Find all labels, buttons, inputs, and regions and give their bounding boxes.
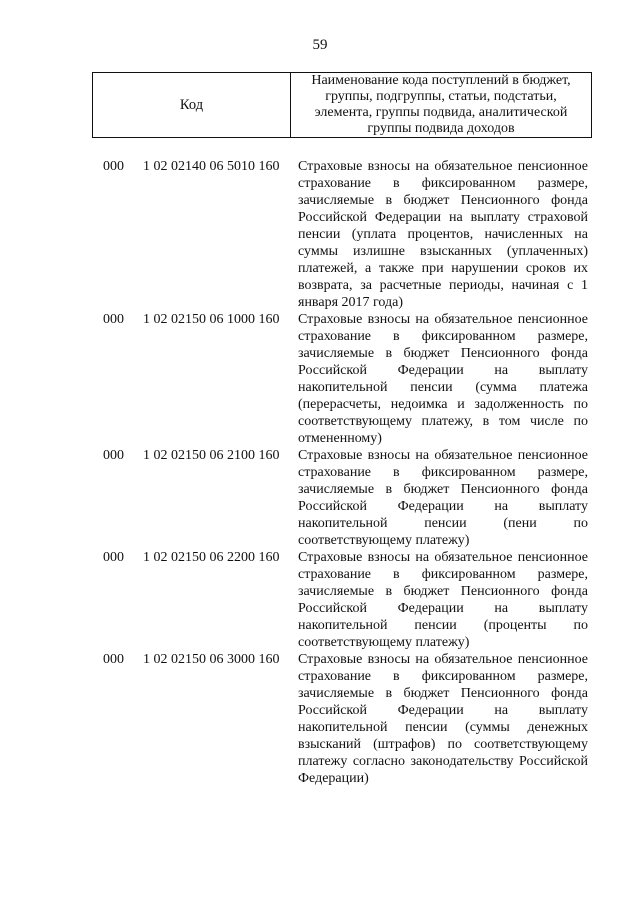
revenue-code: 1 02 02150 06 3000 160 — [143, 652, 280, 667]
page-number: 59 — [312, 37, 328, 53]
table-row — [0, 447, 640, 549]
admin-code: 000 — [103, 550, 124, 565]
admin-code: 000 — [103, 312, 124, 327]
revenue-code: 1 02 02150 06 2200 160 — [143, 550, 280, 565]
revenue-description: Страховые взносы на обязательное пенсионное страхование в фиксированном размере, зачисляемые в бюджет Пенсионного фонда Российской Федерации на выплату накопительной пенсии (суммы денежных взысканий (штрафов) по соответствующему платежу согласно законодательству Российской Федерации) — [298, 652, 588, 786]
revenue-code: 1 02 02140 06 5010 160 — [143, 159, 280, 174]
admin-code: 000 — [103, 159, 124, 174]
revenue-description: Страховые взносы на обязательное пенсионное страхование в фиксированном размере, зачисляемые в бюджет Пенсионного фонда Российской Федерации на выплату накопительной пенсии (пени по соответствующему платежу) — [298, 448, 588, 548]
admin-code: 000 — [103, 652, 124, 667]
admin-code: 000 — [103, 448, 124, 463]
revenue-description: Страховые взносы на обязательное пенсионное страхование в фиксированном размере, зачисляемые в бюджет Пенсионного фонда Российской Федерации на выплату накопительной пенсии (проценты по соответствующему платежу) — [298, 550, 588, 650]
revenue-description: Страховые взносы на обязательное пенсионное страхование в фиксированном размере, зачисляемые в бюджет Пенсионного фонда Российской Федерации на выплату накопительной пенсии (сумма платежа (перерасчеты, недоимка и задолженность по соответствующему платежу, в том числе по отмененному) — [298, 312, 588, 446]
revenue-code: 1 02 02150 06 1000 160 — [143, 312, 280, 327]
table-row — [0, 549, 640, 651]
revenue-code: 1 02 02150 06 2100 160 — [143, 448, 280, 463]
header-code-label: Код — [93, 73, 291, 137]
table-body — [0, 158, 640, 787]
header-name-label: Наименование кода поступлений в бюджет, группы, подгруппы, статьи, подстатьи, элемента, группы подвида, аналитической группы подвида доходов — [311, 73, 571, 136]
table-header — [92, 72, 592, 138]
table-row — [0, 651, 640, 787]
table-row — [0, 158, 640, 311]
table-row — [0, 311, 640, 447]
revenue-description: Страховые взносы на обязательное пенсионное страхование в фиксированном размере, зачисляемые в бюджет Пенсионного фонда Российской Федерации на выплату страховой пенсии (уплата процентов, начисленных на суммы излишне взысканных (уплаченных) платежей, а также при нарушении сроков их возврата, за расчетные периоды, начиная с 1 января 2017 года) — [298, 159, 588, 310]
